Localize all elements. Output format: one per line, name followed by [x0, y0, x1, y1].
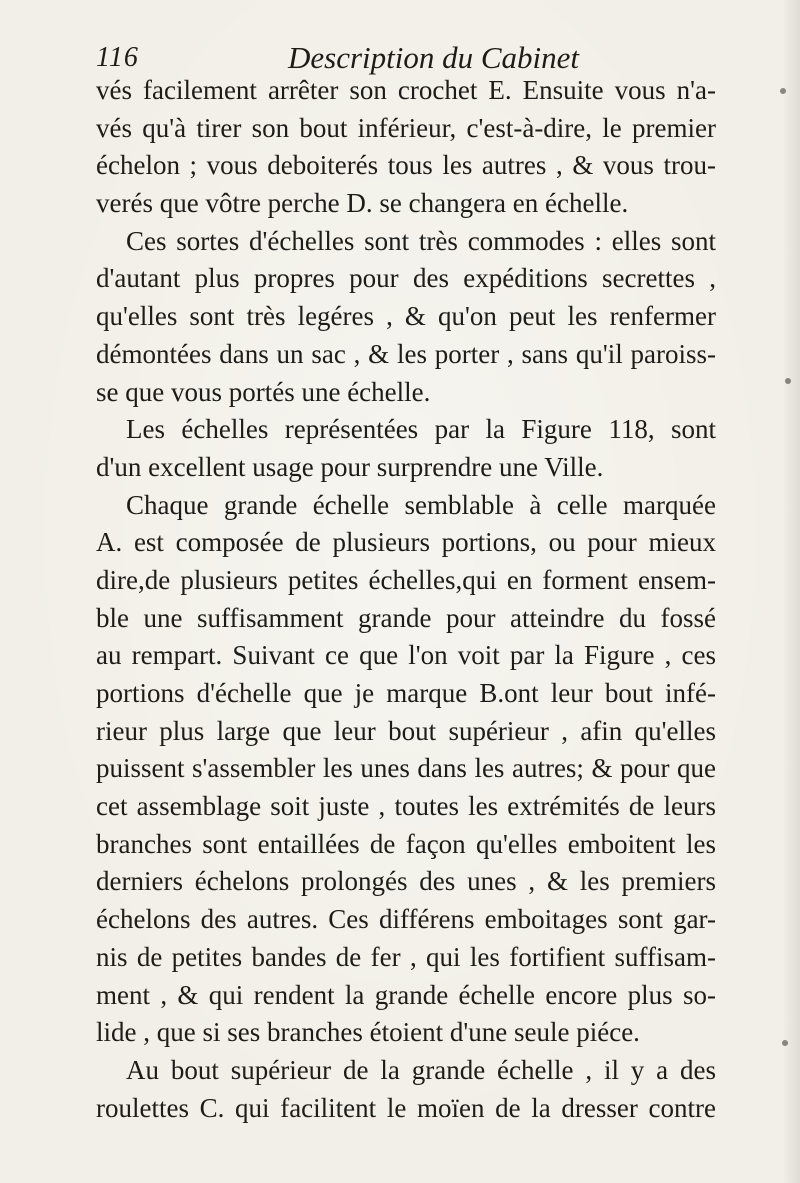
- text-line: verés que vôtre perche D. se changera en échelle.: [96, 188, 629, 219]
- text-line: qu'elles sont très legéres , & qu'on peut les renfermer: [96, 301, 716, 332]
- text-line: branches sont entaillées de façon qu'elles emboitent les: [96, 828, 716, 859]
- text-line: Au bout supérieur de la grande échelle , il y a des: [126, 1054, 716, 1085]
- text-line: dire,de plusieurs petites échelles,qui en forment ensem-: [96, 564, 716, 595]
- text-line: cet assemblage soit juste , toutes les extrémités de leurs: [96, 791, 716, 822]
- running-title: Description du Cabinet: [288, 40, 580, 75]
- text-line: puissent s'assembler les unes dans les autres; & pour que: [96, 753, 716, 784]
- text-line: lide , que si ses branches étoient d'une seule piéce.: [96, 1017, 640, 1048]
- body-text: [96, 72, 716, 1127]
- text-line: ment , & qui rendent la grande échelle encore plus so-: [96, 979, 716, 1010]
- text-line: se que vous portés une échelle.: [96, 376, 431, 407]
- text-line: au rempart. Suivant ce que l'on voit par la Figure , ces: [96, 640, 716, 671]
- text-line: d'autant plus propres pour des expéditions secrettes ,: [96, 263, 716, 294]
- text-line: portions d'échelle que je marque B.ont leur bout infé-: [96, 678, 716, 708]
- text-line: Chaque grande échelle semblable à celle marquée: [126, 489, 716, 520]
- text-line: vés qu'à tirer son bout inférieur, c'est-à-dire, le premier: [96, 112, 716, 143]
- text-line: échelon ; vous deboiterés tous les autres , & vous trou-: [96, 150, 716, 181]
- text-line: vés facilement arrêter son crochet E. Ensuite vous n'a-: [96, 75, 716, 105]
- page-number: 116: [96, 42, 139, 73]
- text-line: ble une suffisamment grande pour atteindre du fossé: [96, 602, 716, 633]
- text-line: Ces sortes d'échelles sont très commodes : elles sont: [126, 225, 716, 256]
- text-line: échelons des autres. Ces différens emboitages sont gar-: [96, 904, 716, 935]
- text-line: démontées dans un sac , & les porter , sans qu'il paroiss-: [96, 338, 716, 369]
- text-line: Les échelles représentées par la Figure 118, sont: [126, 414, 716, 445]
- text-line: roulettes C. qui facilitent le moïen de la dresser contre: [96, 1092, 716, 1123]
- page-edge-shadow: [782, 0, 800, 1183]
- text-line: d'un excellent usage pour surprendre une Ville.: [96, 451, 604, 482]
- text-line: nis de petites bandes de fer , qui les fortifient suffisam-: [96, 941, 716, 972]
- text-line: rieur plus large que leur bout supérieur , afin qu'elles: [96, 715, 716, 746]
- text-line: derniers échelons prolongés des unes , & les premiers: [96, 866, 716, 897]
- text-line: A. est composée de plusieurs portions, ou pour mieux: [96, 527, 716, 558]
